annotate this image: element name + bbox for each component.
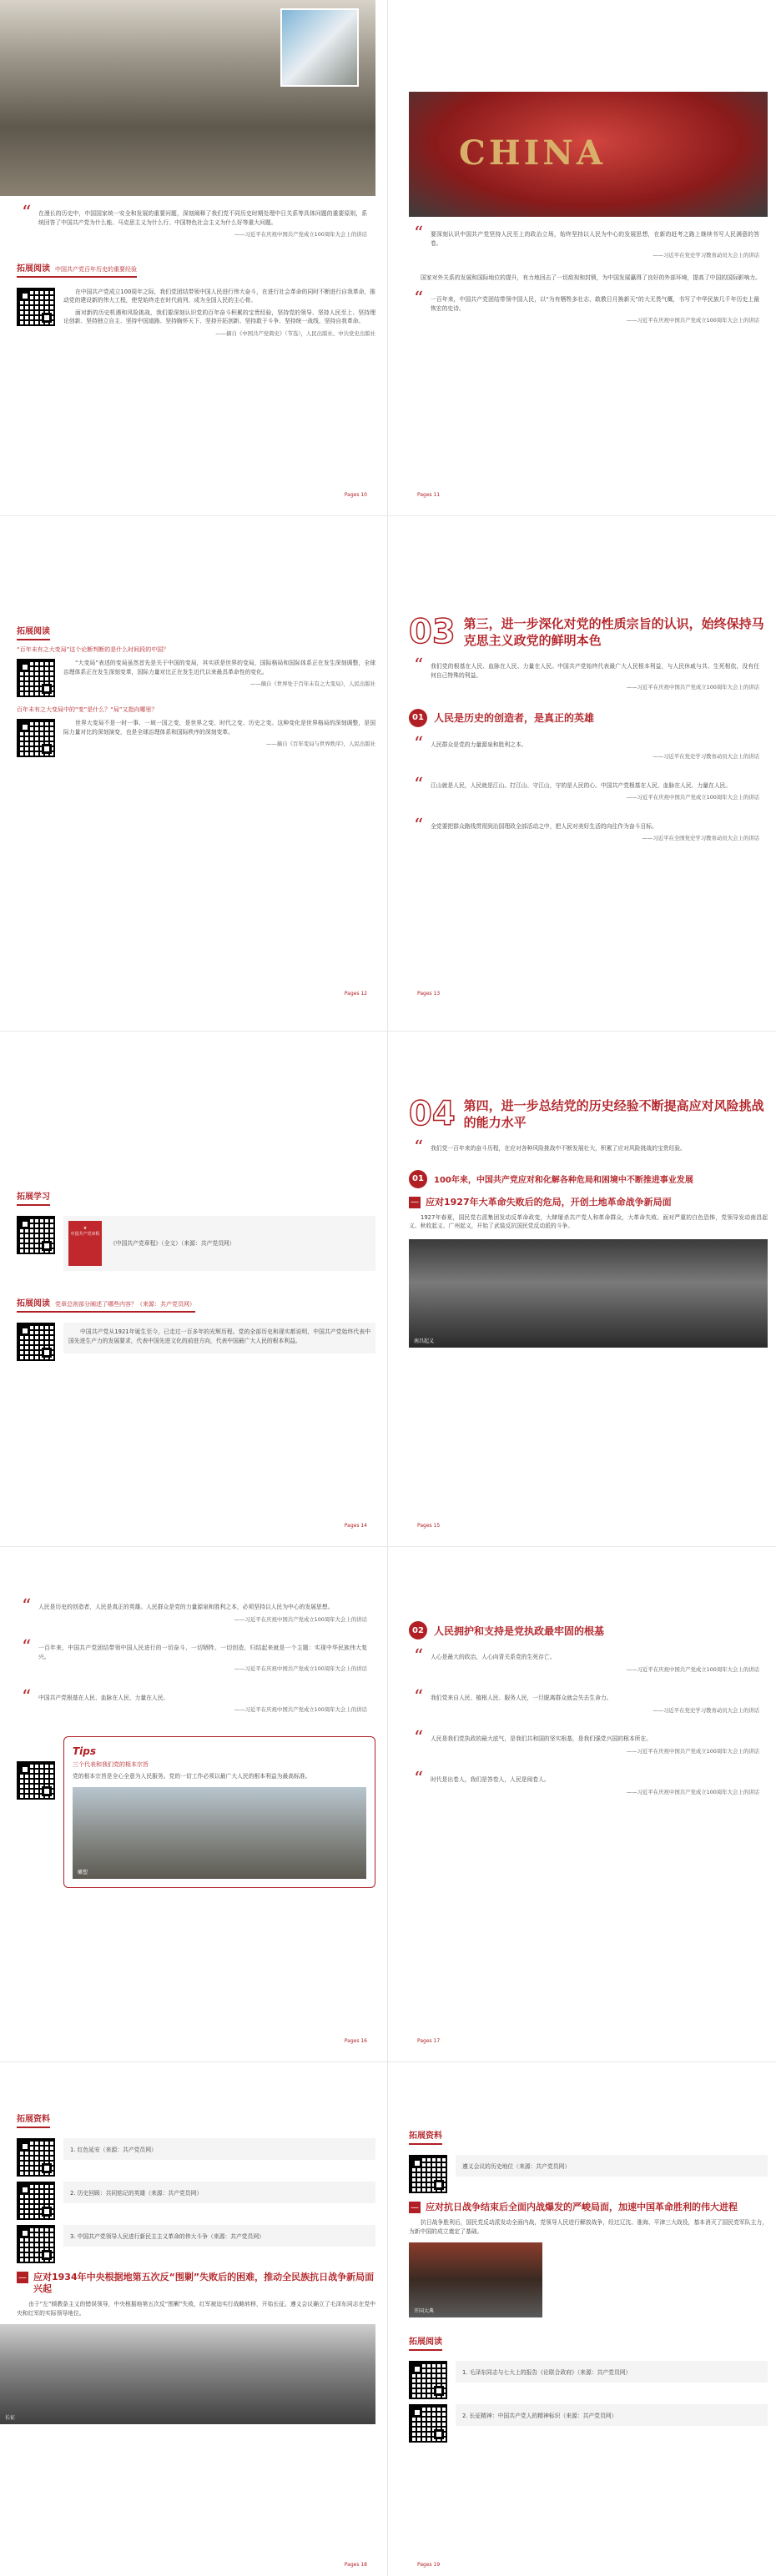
- quote-source: ——习近平在庆祝中国共产党成立100周年大会上的讲话: [234, 231, 367, 238]
- page-left-2: [17, 515, 375, 997]
- page-number: Pages 16: [344, 2038, 367, 2044]
- quote-text: 我们党来自人民、植根人民、服务人民，一旦脱离群众就会失去生命力。: [431, 1695, 612, 1701]
- qr-book-row: [17, 1216, 375, 1271]
- subsection-heading: [409, 1197, 768, 1208]
- chapter-title: 第三，进一步深化对党的性质宗旨的认识，始终保持马克思主义政党的鲜明本色: [463, 616, 764, 648]
- quote-block: “ 人心是最大的政治，人心向背关系党的生死存亡。 ——习近平在庆祝中国共产党成立100周年大会上的讲话: [414, 1646, 759, 1673]
- quote-text: 要深刻认识中国共产党坚持人民至上的政治立场，始终坚持以人民为中心的发展思想，在新的赶考之路上继续书写人民满意的答卷。: [431, 231, 759, 247]
- quote-source: ——习近平在党史学习教育动员大会上的讲话: [653, 252, 759, 259]
- quote-block: “ 我们党一百年来的奋斗历程，在应对各种风险挑战中不断发展壮大，积累了应对风险挑战的宝贵经验。: [414, 1137, 686, 1158]
- qr-code-icon[interactable]: [17, 1216, 55, 1254]
- book-source: ——摘自《中国共产党简史》（节选），人民出版社、中共党史出版社: [215, 329, 375, 337]
- body-paragraph: 抗日战争胜利后，国民党反动派发动全面内战，党领导人民进行解放战争，经过辽沈、淮海、平津三大战役，基本消灭了国民党军队主力，为新中国的成立奠定了基础。: [409, 2219, 768, 2235]
- quote-source: ——习近平在党史学习教育动员大会上的讲话: [653, 1706, 759, 1714]
- subsection-title: 应对1927年大革命失败后的危局，开创土地革命战争新局面: [426, 1196, 672, 1208]
- qr-code-icon[interactable]: [409, 2361, 447, 2399]
- page-number: Pages 17: [417, 2038, 441, 2044]
- china-text-graphic: CHINA: [459, 133, 606, 173]
- photo-caption: 开国大典: [414, 2308, 435, 2314]
- party-constitution-book: ★ 中国共产党章程: [68, 1221, 102, 1266]
- qr-resource-row: [409, 2404, 768, 2443]
- body-paragraph: “大变局”表述的变局虽然首先是关于中国的变局，其实质是世界的变局，国际格局和国际体系正在发生深刻调整，全球治理体系正在发生深刻变革，国际力量对比正在发生近代以来最具革命性的变化。: [63, 660, 375, 675]
- quote-source: ——习近平在庆祝中国共产党成立100周年大会上的讲话: [234, 1665, 367, 1672]
- resource-item[interactable]: 2. 历史回顾：共同铭记的英雄（来源：共产党员网）: [63, 2182, 375, 2203]
- quote-text: 人民群众是党的力量源泉和胜利之本。: [431, 741, 527, 748]
- qr-code-icon[interactable]: [17, 1761, 55, 1800]
- resource-item[interactable]: 1. 毛泽东同志与七大上的报告《论联合政府》（来源：共产党员网）: [456, 2361, 768, 2383]
- china-map-photo: [409, 92, 768, 217]
- quote-block: “ 人民群众是党的力量源泉和胜利之本。 ——习近平在党史学习教育动员大会上的讲话: [414, 733, 759, 760]
- body-paragraph: 1927年春夏，国民党右派集团发动反革命政变，大肆屠杀共产党人和革命群众，大革命失败。面对严重的白色恐怖，党领导发动南昌起义、秋收起义、广州起义，开始了武装反抗国民党反动派的斗争。: [409, 1213, 768, 1229]
- subsection-marker: —: [18, 2272, 27, 2282]
- page-right-4: [409, 1546, 768, 2044]
- qr-tips-row: [17, 1728, 375, 1897]
- section-number: 01: [409, 709, 427, 727]
- quote-source: ——习近平在庆祝中国共产党成立100周年大会上的讲话: [234, 1615, 367, 1623]
- page-left-5: [5, 2061, 375, 2568]
- page-number: Pages 10: [344, 492, 367, 498]
- body-paragraph: 国家对外关系的发展和国际地位的提升，有力地回击了一切敌视和封锁，为中国发展赢得了良好的外部环境，提高了中国的国际影响力。: [421, 274, 761, 281]
- extended-resources-title: 拓展资料: [17, 2112, 50, 2128]
- chapter-number: 04: [409, 1095, 456, 1133]
- page-number: Pages 12: [344, 991, 367, 997]
- qr-code-icon[interactable]: [17, 2138, 55, 2177]
- extended-reading-title: 拓展阅读 中国共产党百年历史的重要经验: [17, 261, 137, 278]
- page-number: Pages 11: [417, 492, 441, 498]
- quote-block: “ 我们党的根基在人民、血脉在人民、力量在人民。中国共产党始终代表最广大人民根本利益，与人民休戚与共、生死相依，没有任何自己特殊的利益。 ——习近平在庆祝中国共产党成立100周年大会上的讲话: [414, 655, 759, 690]
- tips-label: Tips: [73, 1745, 97, 1757]
- book-card[interactable]: [63, 1216, 375, 1271]
- quote-source: ——习近平在党史学习教育动员大会上的讲话: [653, 753, 759, 760]
- quote-source: ——习近平在庆祝中国共产党成立100周年大会上的讲话: [626, 794, 759, 801]
- quote-source: ——习近平在庆祝中国共产党成立100周年大会上的讲话: [626, 1665, 759, 1673]
- page-number: Pages 14: [344, 1523, 367, 1529]
- quote-text: 人心是最大的政治，人心向背关系党的生死存亡。: [431, 1654, 556, 1660]
- quote-block: “ 一百年来，中国共产党团结带领中国人民进行的一切奋斗、一切牺牲、一切创造，归结起来就是一个主题：实现中华民族伟大复兴。 ——习近平在庆祝中国共产党成立100周年大会上的讲话: [22, 1637, 367, 1672]
- long-march-photo: [0, 2324, 375, 2424]
- quote-source: ——习近平在庆祝中国共产党成立100周年大会上的讲话: [626, 1747, 759, 1755]
- extended-reading-subtitle: 百年未有之大变局中的“变”是什么？“局”又指向哪里？: [17, 706, 158, 713]
- subsection-marker: —: [411, 2202, 419, 2212]
- quote-text: 一百年来，中国共产党团结带领中国人民进行的一切奋斗、一切牺牲、一切创造，归结起来就是一个主题：实现中华民族伟大复兴。: [38, 1645, 367, 1660]
- subsection-heading: [409, 2202, 768, 2213]
- extended-reading-title: 拓展阅读: [17, 624, 50, 640]
- page-number: Pages 13: [417, 991, 441, 997]
- page-right-2: [409, 515, 768, 997]
- section-title: 人民是历史的创造者，是真正的英雄: [434, 712, 595, 724]
- section-number: 01: [409, 1170, 427, 1188]
- quote-text: 一百年来，中国共产党团结带领中国人民，以“为有牺牲多壮志，敢教日月换新天”的大无畏气概，书写了中华民族几千年历史上最恢宏的史诗。: [431, 296, 759, 312]
- section-number: 02: [409, 1621, 427, 1640]
- book-source: ——摘自《百年变局与世界秩序》，人民出版社: [265, 741, 375, 747]
- qr-code-icon[interactable]: [17, 1323, 55, 1361]
- resource-item[interactable]: 3. 中国共产党领导人民进行新民主主义革命的伟大斗争（来源：共产党员网）: [63, 2225, 375, 2247]
- resource-item[interactable]: 1. 红色延安（来源：共产党员网）: [63, 2138, 375, 2160]
- subsection-title: 应对1934年中央根据地第五次反“围剿”失败后的困难，推动全民族抗日战争新局面兴起: [33, 2272, 375, 2294]
- qr-reading-row: [17, 1323, 375, 1361]
- qr-resource-row: [17, 2225, 375, 2263]
- body-paragraph: 由于“左”倾教条主义的错误领导，中央根据地第五次反“围剿”失败，红军被迫实行战略转移，开始长征。遵义会议确立了毛泽东同志在党中央和红军的实际领导地位。: [17, 2301, 375, 2317]
- subsection-heading: [17, 2272, 375, 2295]
- extended-study-title: 拓展学习: [17, 1189, 50, 1206]
- quote-text: 全党要把群众路线贯彻到治国理政全部活动之中，把人民对美好生活的向往作为奋斗目标。: [431, 822, 658, 830]
- page-right-1: [409, 0, 768, 498]
- qr-code-icon[interactable]: [17, 288, 55, 326]
- quote-block: “ 中国共产党根基在人民、血脉在人民、力量在人民。 ——习近平在庆祝中国共产党成立100周年大会上的讲话: [22, 1686, 367, 1713]
- qr-resource-row: [409, 2155, 768, 2193]
- page-left-3: [17, 1031, 375, 1529]
- page-left-1: [17, 0, 375, 498]
- quote-block: “ 时代是出卷人，我们是答卷人，人民是阅卷人。 ——习近平在庆祝中国共产党成立100周年大会上的讲话: [414, 1769, 759, 1795]
- quote-text: 人民是历史的创造者，人民是真正的英雄。人民群众是党的力量源泉和胜利之本，必须坚持以人民为中心的发展思想。: [38, 1604, 334, 1610]
- section-heading: [409, 1170, 768, 1188]
- qr-reading-row: [17, 288, 375, 339]
- quote-text: 江山就是人民，人民就是江山。打江山、守江山，守的是人民的心。中国共产党根基在人民、血脉在人民、力量在人民。: [431, 781, 732, 789]
- book-source: ——摘自《世界处于百年未有之大变局》，人民出版社: [249, 680, 375, 687]
- page-right-5: [409, 2061, 768, 2568]
- quote-text: 人民是我们党执政的最大底气，是我们共和国的坚实根基，是我们强党兴国的根本所在。: [431, 1735, 653, 1742]
- qr-resource-row: [17, 2182, 375, 2220]
- quote-block: “ 人民是我们党执政的最大底气，是我们共和国的坚实根基，是我们强党兴国的根本所在。 ——习近平在庆祝中国共产党成立100周年大会上的讲话: [414, 1728, 759, 1755]
- qr-reading-row: [17, 719, 375, 757]
- page-left-4: [17, 1546, 375, 2044]
- qr-code-icon[interactable]: [409, 2155, 447, 2193]
- resource-item[interactable]: 2. 长征精神：中国共产党人的精神标识（来源：共产党员网）: [456, 2404, 768, 2426]
- chapter-number: 03: [409, 613, 456, 651]
- extended-resources-title: 拓展资料: [409, 2128, 442, 2145]
- quote-block: “ 全党要把群众路线贯彻到治国理政全部活动之中，把人民对美好生活的向往作为奋斗目标。 ——习近平在全国党史学习教育动员大会上的讲话: [414, 815, 759, 841]
- quote-text: 我们党一百年来的奋斗历程，在应对各种风险挑战中不断发展壮大，积累了应对风险挑战的宝贵经验。: [431, 1145, 686, 1152]
- quote-block: “ 一百年来，中国共产党团结带领中国人民，以“为有牺牲多壮志，敢教日月换新天”的大无畏气概，书写了中华民族几千年历史上最恢宏的史诗。 ——习近平在庆祝中国共产党成立100周年大会上的讲话: [414, 289, 759, 324]
- body-paragraph: 在中国共产党成立100周年之际，我们党团结带领中国人民进行伟大奋斗，在进行社会革命的同时不断进行自我革命，推动党的建设新的伟大工程，使党始终走在时代前列、成为全国人民的主心骨。: [63, 288, 375, 304]
- extended-reading-subtitle: “百年未有之大变局”这个论断判断的是什么时间段的中国？: [17, 646, 169, 653]
- aerial-campus-photo: [0, 0, 375, 196]
- extended-reading-title: 拓展阅读: [409, 2334, 442, 2351]
- quote-block: “ 我们党来自人民、植根人民、服务人民，一旦脱离群众就会失去生命力。 ——习近平在党史学习教育动员大会上的讲话: [414, 1687, 759, 1714]
- section-heading: [409, 709, 768, 727]
- photo-caption: 长征: [5, 2415, 16, 2421]
- quote-source: ——习近平在全国党史学习教育动员大会上的讲话: [642, 835, 759, 841]
- historical-crowd-photo: [409, 1239, 768, 1348]
- page-number: Pages 18: [344, 2562, 367, 2568]
- chapter-title: 第四，进一步总结党的历史经验不断提高应对风险挑战的能力水平: [463, 1098, 764, 1130]
- qr-code-icon[interactable]: [17, 2225, 55, 2263]
- book-description: 《中国共产党章程》（全文）（来源：共产党员网）: [110, 1239, 235, 1247]
- qr-resource-row: [409, 2361, 768, 2399]
- quote-source: ——习近平在庆祝中国共产党成立100周年大会上的讲话: [234, 1706, 367, 1713]
- quote-block: “ 要深刻认识中国共产党坚持人民至上的政治立场，始终坚持以人民为中心的发展思想，在新的赶考之路上继续书写人民满意的答卷。 ——习近平在党史学习教育动员大会上的讲话: [414, 223, 759, 259]
- photo-caption: 南昌起义: [414, 1338, 435, 1344]
- qr-code-icon[interactable]: [409, 2404, 447, 2443]
- founding-ceremony-photo: [409, 2242, 542, 2317]
- book-gutter: [387, 0, 388, 2576]
- quote-source: ——习近平在庆祝中国共产党成立100周年大会上的讲话: [626, 684, 759, 690]
- section-title: 100年来，中国共产党应对和化解各种危局和困境中不断推进事业发展: [434, 1176, 693, 1185]
- body-paragraph: 世界大变局不是一时一事、一域一国之变，是世界之变、时代之变、历史之变。这种变化是世界格局的深刻调整，是国际力量对比的深刻演变，也是全球治理体系和国际秩序的深刻变革。: [63, 720, 375, 736]
- tips-subtitle: 三个代表和我们党的根本宗旨: [73, 1760, 149, 1768]
- page-number: Pages 15: [417, 1523, 441, 1529]
- qr-reading-row: [17, 659, 375, 697]
- quote-block: “ 江山就是人民，人民就是江山。打江山、守江山，守的是人民的心。中国共产党根基在人民、血脉在人民、力量在人民。 ——习近平在庆祝中国共产党成立100周年大会上的讲话: [414, 774, 759, 801]
- quote-text: 在漫长的历史中，中国国家统一安全和发展的重要问题，深刻阐释了我们党不同历史时期处理中日关系等具体问题的重要原则，系统回答了中国共产党为什么能、马克思主义为什么行、中国特色社会主义为什么好等重大问题。: [38, 210, 367, 226]
- quote-text: 时代是出卷人，我们是答卷人，人民是阅卷人。: [431, 1776, 550, 1783]
- body-paragraph: 面对新的历史机遇和风险挑战，我们要深刻认识党的百年奋斗积累的宝贵经验，坚持党的领导、坚持人民至上、坚持理论创新、坚持独立自主、坚持中国道路、坚持胸怀天下、坚持开拓创新、坚持敢于斗争、坚持统一战线、坚持自我革命。: [63, 309, 375, 324]
- body-paragraph: 中国共产党从1921年诞生至今，已走过一百多年的光辉历程。党的全部历史和现实都说明，中国共产党始终代表中国先进生产力的发展要求，代表中国先进文化的前进方向，代表中国最广大人民的根本利益。: [68, 1328, 370, 1344]
- quote-text: 中国共产党根基在人民、血脉在人民、力量在人民。: [38, 1694, 169, 1701]
- tips-box: [63, 1736, 375, 1889]
- quote-source: ——习近平在庆祝中国共产党成立100周年大会上的讲话: [626, 317, 759, 324]
- quote-source: ——习近平在庆祝中国共产党成立100周年大会上的讲话: [626, 1788, 759, 1795]
- qr-resource-row: [17, 2138, 375, 2177]
- quote-text: 我们党的根基在人民、血脉在人民、力量在人民。中国共产党始终代表最广大人民根本利益，与人民休戚与共、生死相依，没有任何自己特殊的利益。: [431, 663, 759, 679]
- qr-code-icon[interactable]: [17, 2182, 55, 2220]
- statue-photo: [73, 1787, 366, 1879]
- subsection-title: 应对抗日战争结束后全面内战爆发的严峻局面，加速中国革命胜利的伟大进程: [426, 2202, 738, 2212]
- photo-caption: 雕塑: [78, 1870, 88, 1876]
- qr-code-icon[interactable]: [17, 659, 55, 697]
- page-right-3: [409, 1031, 768, 1529]
- qr-code-icon[interactable]: [17, 719, 55, 757]
- quote-block: “ 在漫长的历史中，中国国家统一安全和发展的重要问题，深刻阐释了我们党不同历史时期处理中日关系等具体问题的重要原则，系统回答了中国共产党为什么能、马克思主义为什么行、中国特色社会主义为什么好等重大问题。 ——习近平在庆祝中国共产党成立100周年大会上的讲话: [22, 203, 367, 238]
- resource-item[interactable]: 遵义会议的历史地位（来源：共产党员网）: [456, 2155, 768, 2177]
- section-title: 人民拥护和支持是党执政最牢固的根基: [434, 1624, 605, 1637]
- page-number: Pages 19: [417, 2562, 441, 2568]
- subsection-marker: —: [411, 1198, 419, 1207]
- quote-block: “ 人民是历史的创造者，人民是真正的英雄。人民群众是党的力量源泉和胜利之本，必须坚持以人民为中心的发展思想。 ——习近平在庆祝中国共产党成立100周年大会上的讲话: [22, 1596, 367, 1623]
- building-inset-photo: [280, 8, 359, 87]
- extended-reading-title: 拓展阅读 党章总则部分阐述了哪些内容？（来源：共产党员网）: [17, 1296, 195, 1313]
- section-heading: [409, 1621, 768, 1640]
- tips-body: 党的根本宗旨是全心全意为人民服务。党的一切工作必须以最广大人民的根本利益为最高标准。: [73, 1772, 311, 1780]
